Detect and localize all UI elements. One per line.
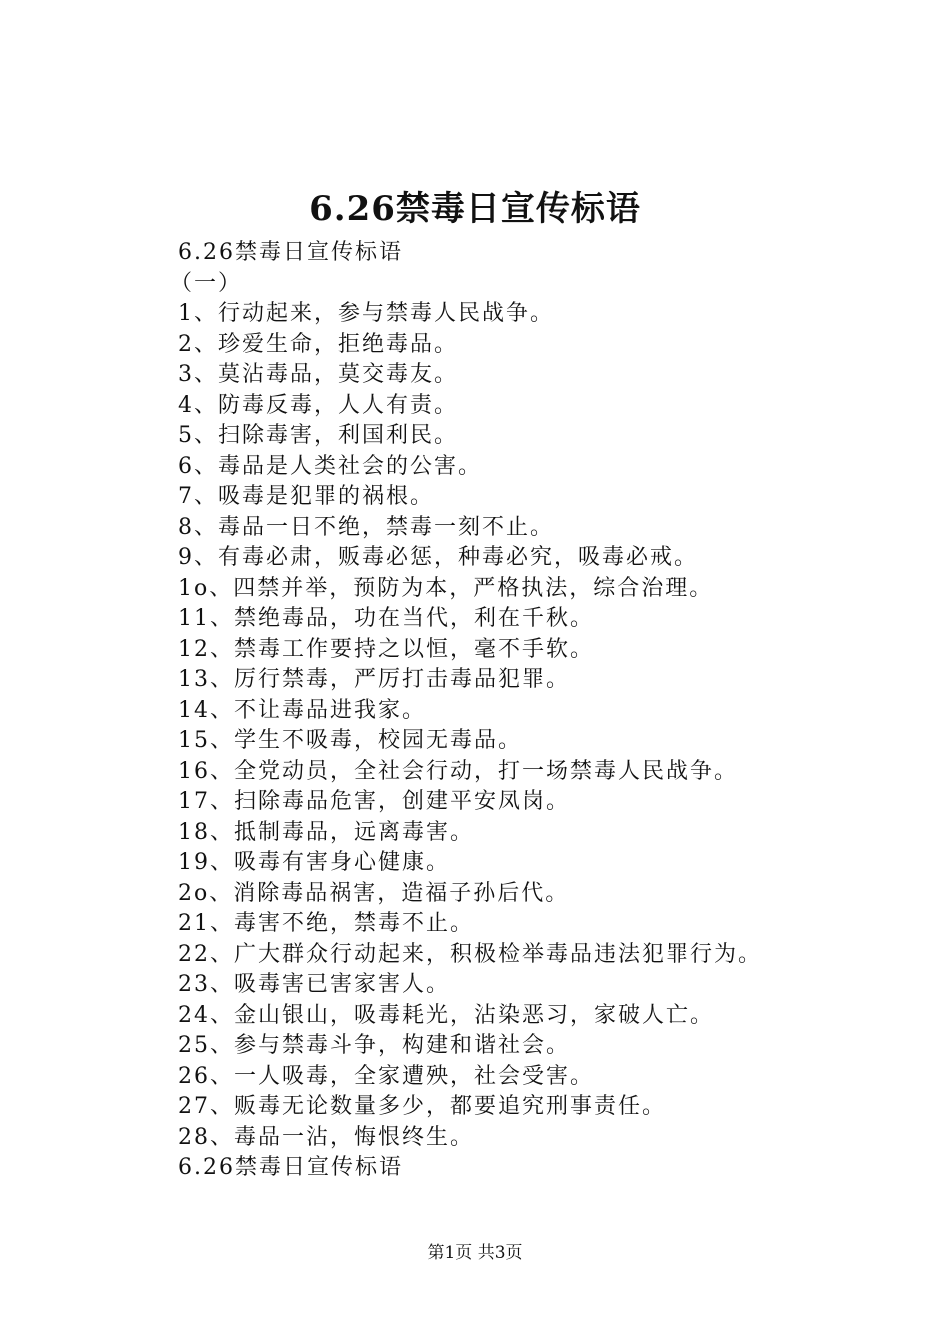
list-item: 22、广大群众行动起来，积极检举毒品违法犯罪行为。 bbox=[178, 941, 762, 967]
list-item: 4、防毒反毒，人人有责。 bbox=[178, 392, 458, 418]
subtitle-line: 6.26禁毒日宣传标语 bbox=[178, 240, 403, 265]
list-item: 16、全党动员，全社会行动，打一场禁毒人民战争。 bbox=[178, 758, 738, 784]
list-item: 28、毒品一沾，悔恨终生。 bbox=[178, 1124, 474, 1150]
list-item: 2、珍爱生命，拒绝毒品。 bbox=[178, 331, 458, 357]
list-item: 17、扫除毒品危害，创建平安凤岗。 bbox=[178, 789, 570, 814]
list-item: 26、一人吸毒，全家遭殃，社会受害。 bbox=[178, 1063, 594, 1089]
closing-line: 6.26禁毒日宣传标语 bbox=[178, 1155, 403, 1180]
list-item: 1、行动起来，参与禁毒人民战争。 bbox=[178, 301, 554, 326]
list-item: 5、扫除毒害，利国利民。 bbox=[178, 423, 458, 448]
list-item: 13、厉行禁毒，严厉打击毒品犯罪。 bbox=[178, 667, 570, 692]
document-body bbox=[170, 238, 898, 1184]
list-item: 11、禁绝毒品，功在当代，利在千秋。 bbox=[178, 606, 594, 631]
list-item: 21、毒害不绝，禁毒不止。 bbox=[178, 911, 474, 936]
list-item: 23、吸毒害已害家害人。 bbox=[178, 972, 450, 997]
list-item: 3、莫沾毒品，莫交毒友。 bbox=[178, 362, 458, 387]
list-item: 9、有毒必肃，贩毒必惩，种毒必究，吸毒必戒。 bbox=[178, 545, 698, 570]
list-item: 24、金山银山，吸毒耗光，沾染恶习，家破人亡。 bbox=[178, 1002, 714, 1028]
list-item: 25、参与禁毒斗争，构建和谐社会。 bbox=[178, 1033, 570, 1058]
list-item: 1o、四禁并举，预防为本，严格执法，综合治理。 bbox=[178, 575, 714, 601]
list-item: 14、不让毒品进我家。 bbox=[178, 697, 426, 723]
list-item: 12、禁毒工作要持之以恒，毫不手软。 bbox=[178, 636, 594, 662]
list-item: 15、学生不吸毒，校园无毒品。 bbox=[178, 728, 522, 753]
page-title: 6.26禁毒日宣传标语 bbox=[309, 189, 641, 229]
list-item: 7、吸毒是犯罪的祸根。 bbox=[178, 484, 434, 509]
section-heading: （一） bbox=[170, 270, 243, 296]
slogan-list bbox=[178, 299, 898, 1153]
list-item: 19、吸毒有害身心健康。 bbox=[178, 850, 450, 875]
list-item: 8、毒品一日不绝，禁毒一刻不止。 bbox=[178, 514, 554, 540]
list-item: 2o、消除毒品祸害，造福子孙后代。 bbox=[178, 880, 570, 906]
list-item: 18、抵制毒品，远离毒害。 bbox=[178, 819, 474, 845]
list-item: 6、毒品是人类社会的公害。 bbox=[178, 453, 482, 479]
list-item: 27、贩毒无论数量多少，都要追究刑事责任。 bbox=[178, 1094, 666, 1119]
page-footer: 第1页 共3页 bbox=[427, 1243, 523, 1263]
